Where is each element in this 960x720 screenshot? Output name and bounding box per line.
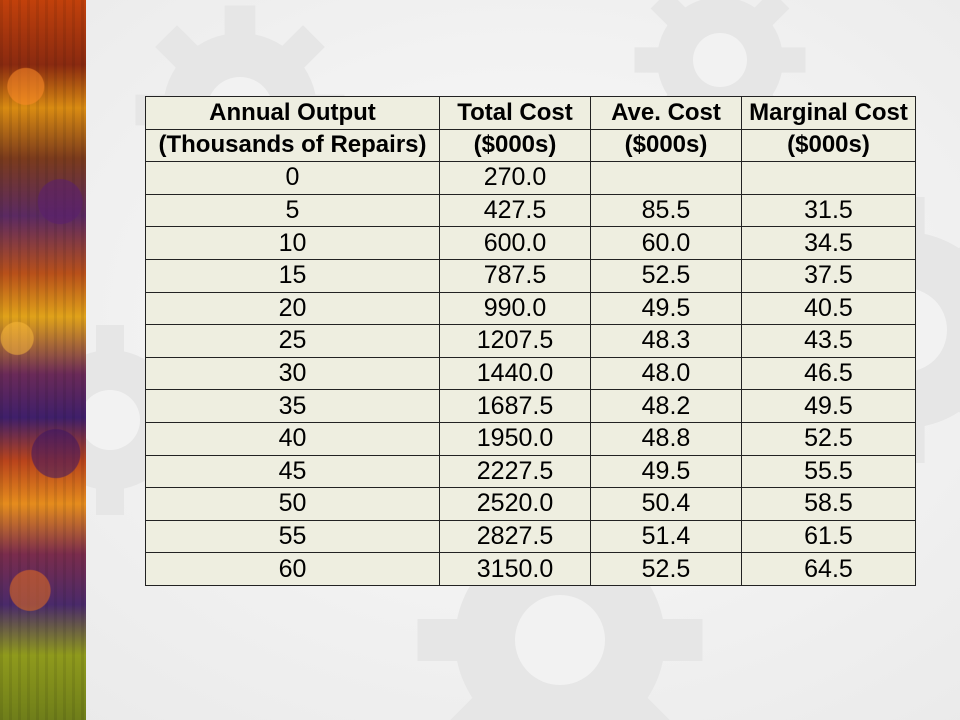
table-row <box>146 292 916 325</box>
table-cell <box>742 162 916 195</box>
table-cell: 43.5 <box>742 325 916 358</box>
table-cell: 58.5 <box>742 488 916 521</box>
decorative-gear-strip <box>0 0 86 720</box>
table-row <box>146 259 916 292</box>
table-cell: 51.4 <box>591 520 742 553</box>
table-cell: 49.5 <box>742 390 916 423</box>
table-cell: 40 <box>146 422 440 455</box>
table-row <box>146 357 916 390</box>
table-cell: 48.0 <box>591 357 742 390</box>
table-cell: 61.5 <box>742 520 916 553</box>
header-cell: Total Cost <box>440 97 591 130</box>
header-cell: Marginal Cost <box>742 97 916 130</box>
table-cell: 0 <box>146 162 440 195</box>
header-cell: Ave. Cost <box>591 97 742 130</box>
table-row <box>146 227 916 260</box>
table-cell: 10 <box>146 227 440 260</box>
table-cell: 64.5 <box>742 553 916 586</box>
table-cell: 1440.0 <box>440 357 591 390</box>
table-cell: 52.5 <box>742 422 916 455</box>
cost-table <box>145 96 916 586</box>
table-cell: 34.5 <box>742 227 916 260</box>
table-cell: 55 <box>146 520 440 553</box>
table-cell: 55.5 <box>742 455 916 488</box>
header-cell: ($000s) <box>591 129 742 162</box>
table-cell: 15 <box>146 259 440 292</box>
table-cell: 49.5 <box>591 292 742 325</box>
table-cell: 1687.5 <box>440 390 591 423</box>
table-cell: 2520.0 <box>440 488 591 521</box>
table-cell: 787.5 <box>440 259 591 292</box>
table-row <box>146 194 916 227</box>
table-cell <box>591 162 742 195</box>
table-cell: 49.5 <box>591 455 742 488</box>
table-row <box>146 520 916 553</box>
table-cell: 31.5 <box>742 194 916 227</box>
table-cell: 25 <box>146 325 440 358</box>
header-cell: (Thousands of Repairs) <box>146 129 440 162</box>
table-row <box>146 553 916 586</box>
table-row <box>146 390 916 423</box>
header-cell: ($000s) <box>742 129 916 162</box>
table-cell: 60 <box>146 553 440 586</box>
table-cell: 5 <box>146 194 440 227</box>
header-cell: ($000s) <box>440 129 591 162</box>
table-cell: 50 <box>146 488 440 521</box>
table-row <box>146 422 916 455</box>
table-cell: 50.4 <box>591 488 742 521</box>
table-cell: 2227.5 <box>440 455 591 488</box>
header-cell: Annual Output <box>146 97 440 130</box>
table-cell: 35 <box>146 390 440 423</box>
table-cell: 1950.0 <box>440 422 591 455</box>
table-cell: 40.5 <box>742 292 916 325</box>
table-cell: 20 <box>146 292 440 325</box>
table-cell: 37.5 <box>742 259 916 292</box>
table-cell: 48.3 <box>591 325 742 358</box>
table-row <box>146 325 916 358</box>
table-cell: 1207.5 <box>440 325 591 358</box>
table-cell: 52.5 <box>591 259 742 292</box>
table-row <box>146 455 916 488</box>
table-cell: 3150.0 <box>440 553 591 586</box>
table-cell: 600.0 <box>440 227 591 260</box>
table-row <box>146 488 916 521</box>
header-row <box>146 97 916 130</box>
table-cell: 990.0 <box>440 292 591 325</box>
table-cell: 2827.5 <box>440 520 591 553</box>
table-cell: 45 <box>146 455 440 488</box>
table-cell: 60.0 <box>591 227 742 260</box>
header-units-row <box>146 129 916 162</box>
table-cell: 85.5 <box>591 194 742 227</box>
table-cell: 46.5 <box>742 357 916 390</box>
table-row <box>146 162 916 195</box>
table-cell: 52.5 <box>591 553 742 586</box>
table-cell: 427.5 <box>440 194 591 227</box>
table-cell: 30 <box>146 357 440 390</box>
table-cell: 270.0 <box>440 162 591 195</box>
table-cell: 48.2 <box>591 390 742 423</box>
table-cell: 48.8 <box>591 422 742 455</box>
